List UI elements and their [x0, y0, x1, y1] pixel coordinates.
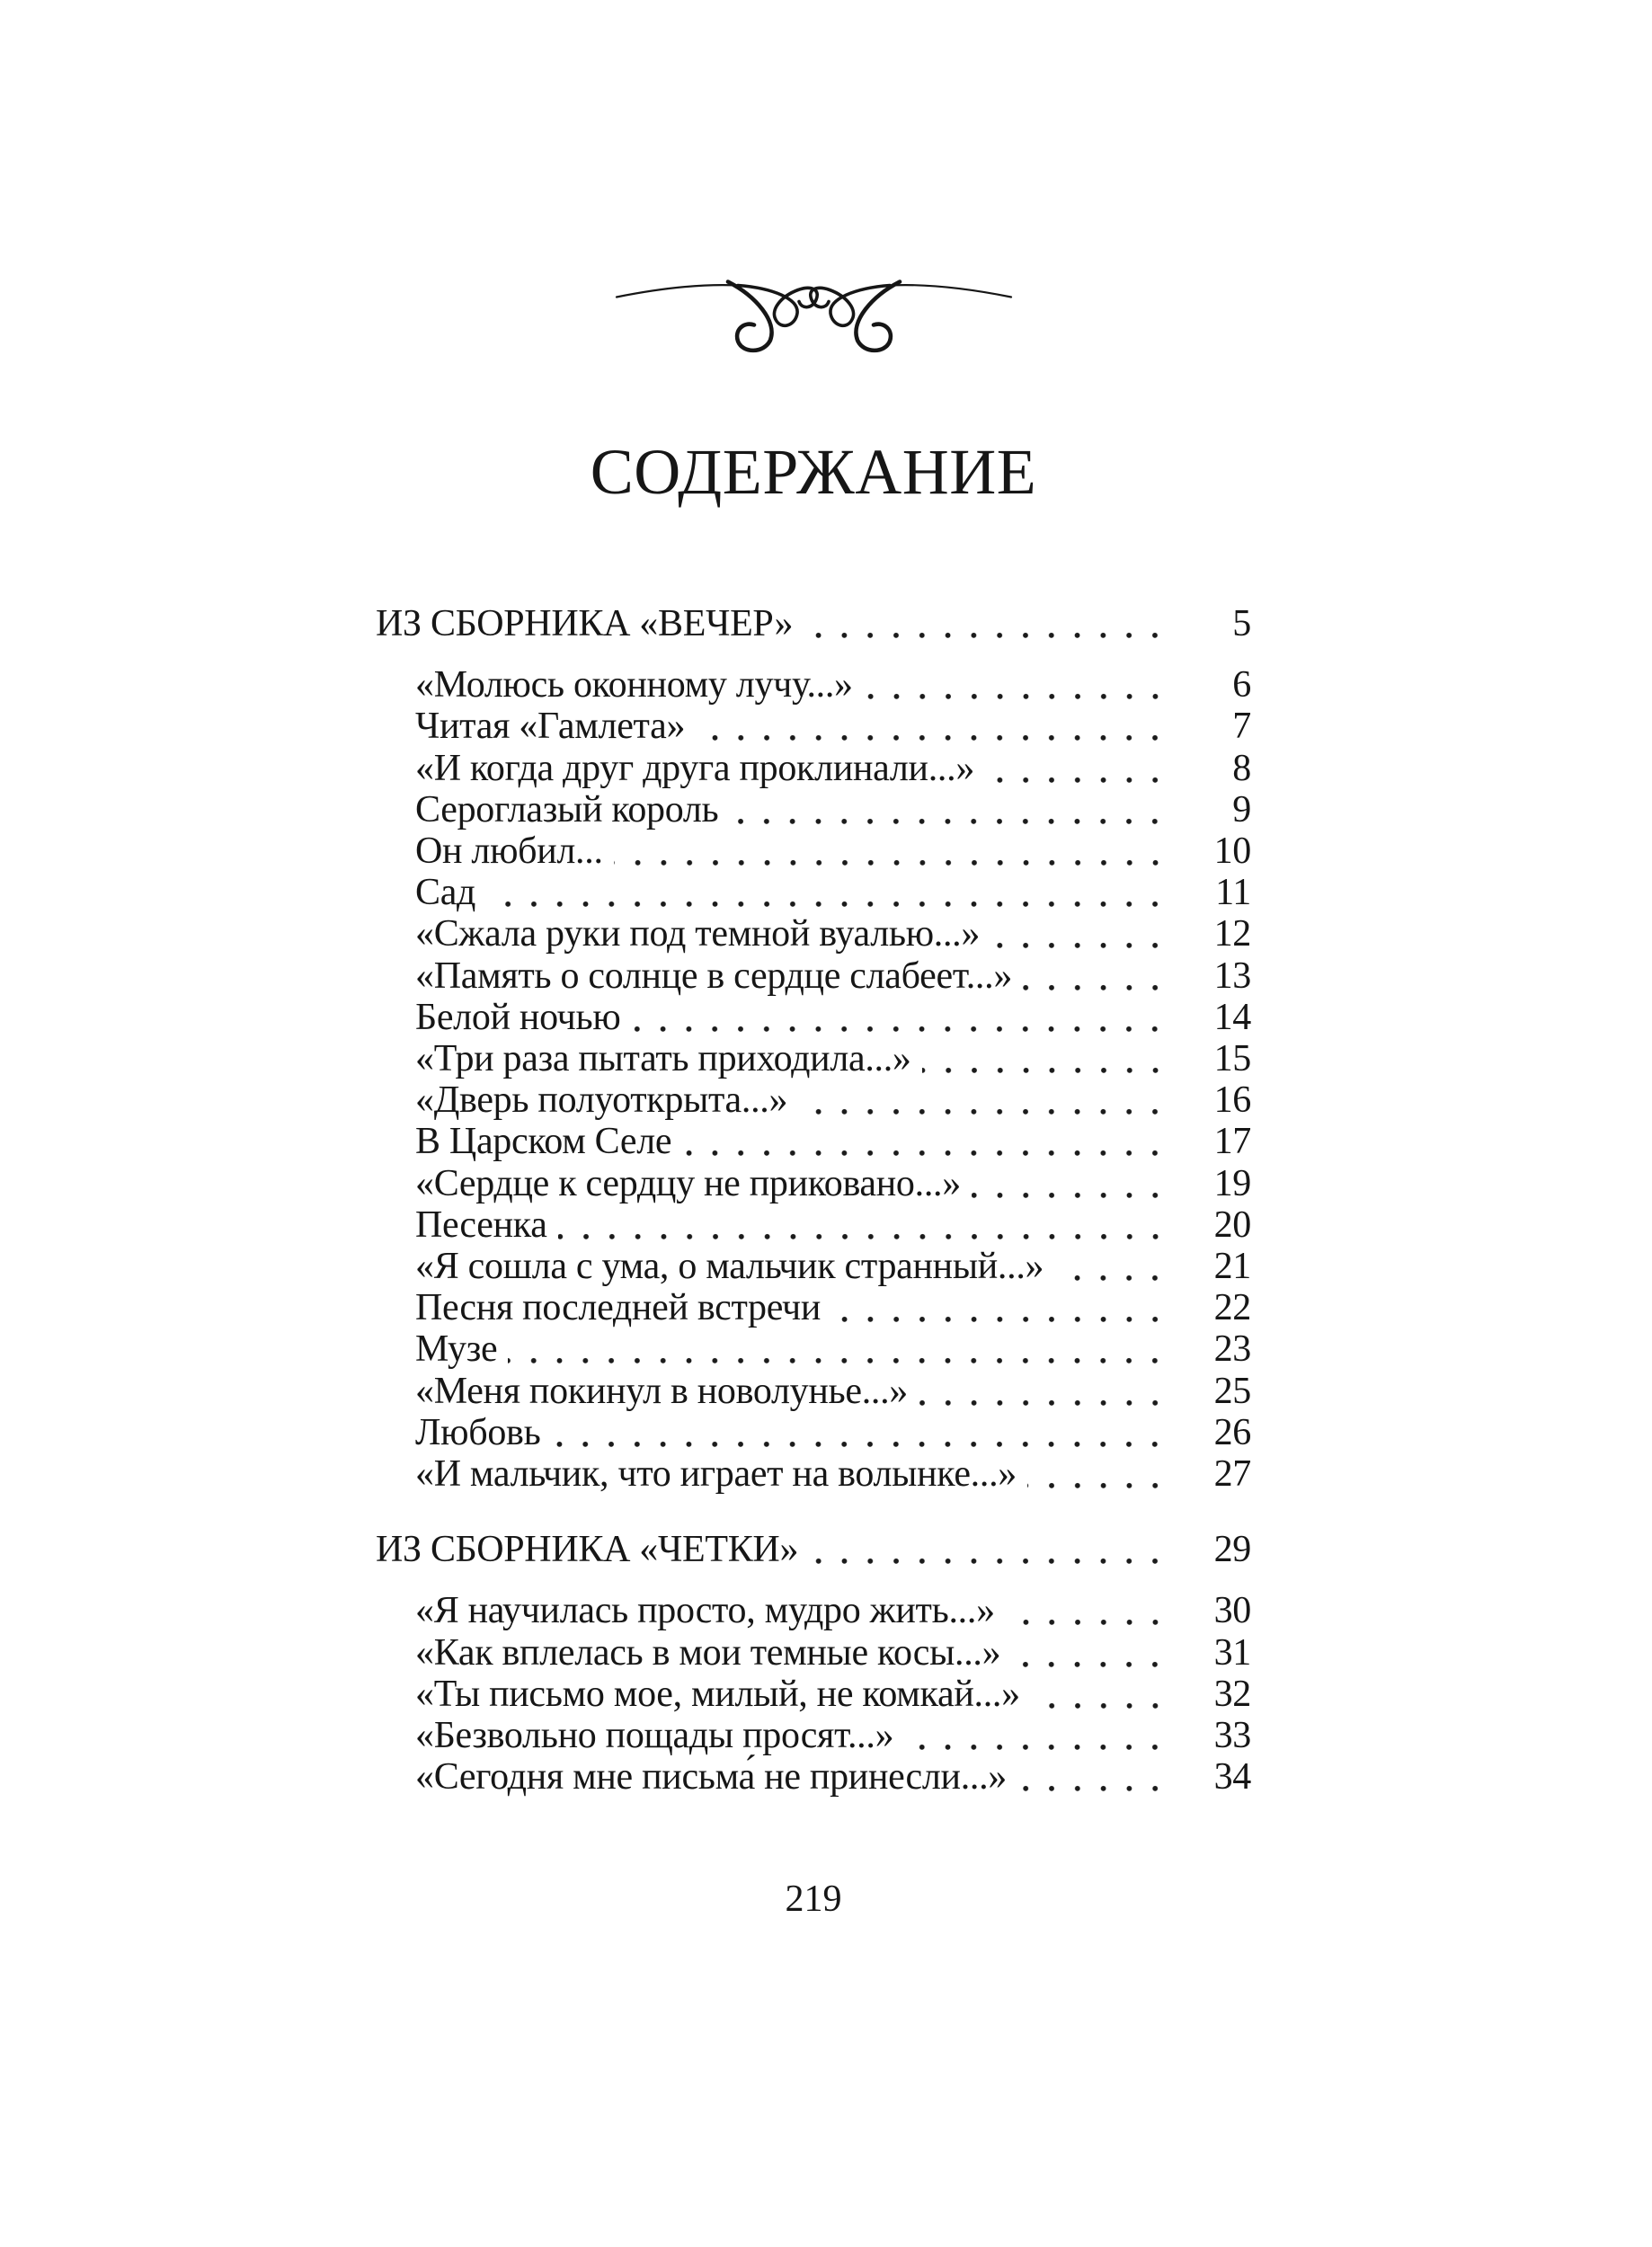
- dot-leader: [1027, 1453, 1177, 1495]
- toc-entry-page-number: 34: [1213, 1756, 1251, 1798]
- dot-leader: [551, 1412, 1177, 1453]
- toc-section-header: [376, 603, 1251, 644]
- toc-entry: [376, 789, 1251, 830]
- toc-entry-title: «Сжала руки под темной вуалью...»: [415, 913, 981, 955]
- toc-entry-page-number: 27: [1213, 1453, 1251, 1496]
- toc-entry-title: Он любил...: [415, 830, 603, 873]
- toc-entry-page-number: 14: [1213, 996, 1251, 1038]
- dot-leader: [1017, 1756, 1177, 1798]
- toc-section: [376, 1529, 1251, 1798]
- toc-entry-page-number: 6: [1232, 664, 1251, 706]
- toc-entry-title: «Три раза пытать приходила...»: [415, 1038, 911, 1080]
- toc-entry-page-number: 31: [1213, 1631, 1251, 1674]
- toc-entry-title: Читая «Гамлета»: [415, 706, 686, 748]
- toc-entry: [376, 830, 1251, 872]
- toc-entry: [376, 748, 1251, 789]
- toc-entry-page-number: 22: [1213, 1287, 1251, 1329]
- table-of-contents: [376, 603, 1251, 1798]
- toc-entry-page-number: 5: [1232, 603, 1251, 644]
- toc-entry-page-number: 16: [1213, 1079, 1251, 1122]
- toc-entry: [376, 1163, 1251, 1204]
- toc-entry-page-number: 15: [1213, 1038, 1251, 1080]
- toc-entry-page-number: 29: [1213, 1529, 1251, 1571]
- toc-entry-page-number: 12: [1213, 913, 1251, 955]
- dot-leader: [1054, 1246, 1177, 1287]
- toc-entry-page-number: 11: [1215, 872, 1251, 914]
- toc-entry-title: «Меня покинул в новолунье...»: [415, 1370, 909, 1412]
- toc-entry-title: «Сердце к сердцу не приковано...»: [415, 1162, 961, 1204]
- toc-entry: [376, 1204, 1251, 1246]
- toc-entry-page-number: 17: [1213, 1121, 1251, 1163]
- toc-entry: [376, 1246, 1251, 1287]
- toc-entry-title: «И мальчик, что играет на волынке...»: [415, 1453, 1017, 1496]
- dot-leader: [1031, 1674, 1177, 1715]
- toc-entry-title: «Безвольно пощады просят...»: [415, 1715, 894, 1757]
- dot-leader: [682, 1121, 1177, 1162]
- toc-entry-title: Песня последней встречи: [415, 1287, 822, 1329]
- toc-entry: [376, 1328, 1251, 1370]
- dot-leader: [904, 1715, 1177, 1756]
- toc-entry-title: «Как вплелась в мои темные косы...»: [415, 1631, 1001, 1674]
- toc-entry: [376, 1412, 1251, 1453]
- toc-entry-page-number: 19: [1213, 1162, 1251, 1204]
- flourish-ornament: [614, 253, 1014, 353]
- dot-leader: [729, 789, 1177, 830]
- toc-entry: [376, 1756, 1251, 1798]
- dot-leader: [798, 1079, 1177, 1121]
- toc-entry-title: В Царском Селе: [415, 1121, 672, 1163]
- dot-leader: [696, 706, 1177, 747]
- toc-entry: [376, 1674, 1251, 1715]
- toc-entry-title: «Я сошла с ума, о мальчик странный...»: [415, 1246, 1044, 1288]
- toc-entry-page-number: 13: [1213, 955, 1251, 997]
- dot-leader: [508, 1328, 1177, 1370]
- toc-entry: [376, 706, 1251, 747]
- toc-entry: [376, 1715, 1251, 1756]
- toc-section-header: [376, 1529, 1251, 1570]
- toc-entry-title: Песенка: [415, 1203, 547, 1246]
- toc-entry-page-number: 26: [1213, 1411, 1251, 1453]
- dot-leader: [614, 830, 1177, 872]
- toc-section-title: ИЗ СБОРНИКА «ВЕЧЕР»: [376, 603, 794, 644]
- dot-leader: [631, 997, 1177, 1038]
- toc-entry-title: «Ты письмо мое, милый, не комкай...»: [415, 1673, 1020, 1715]
- toc-entry-title: Белой ночью: [415, 996, 621, 1038]
- toc-entry-page-number: 33: [1213, 1715, 1251, 1757]
- dot-leader: [486, 872, 1177, 913]
- toc-entry-page-number: 9: [1232, 788, 1251, 830]
- toc-entry-page-number: 23: [1213, 1328, 1251, 1371]
- toc-entry: [376, 1590, 1251, 1631]
- toc-entry-page-number: 10: [1213, 830, 1251, 873]
- page-number: 219: [785, 1878, 842, 1920]
- toc-entry: [376, 913, 1251, 955]
- dot-leader: [809, 1529, 1177, 1570]
- toc-entry-title: Сад: [415, 872, 476, 914]
- toc-entry-title: Сероглазый король: [415, 788, 719, 830]
- dot-leader: [990, 913, 1177, 955]
- toc-entry: [376, 664, 1251, 706]
- toc-entry: [376, 1371, 1251, 1412]
- dot-leader: [1023, 955, 1177, 997]
- dot-leader: [919, 1371, 1177, 1412]
- toc-entry-title: «Молюсь оконному лучу...»: [415, 664, 853, 706]
- toc-section-title: ИЗ СБОРНИКА «ЧЕТКИ»: [376, 1529, 799, 1571]
- toc-entry-title: «Я научилась просто, мудро жить...»: [415, 1590, 995, 1632]
- toc-entry: [376, 997, 1251, 1038]
- dot-leader: [558, 1204, 1177, 1246]
- toc-entry: [376, 872, 1251, 913]
- toc-entry-title: «Память о солнце в сердце слабеет...»: [415, 955, 1013, 997]
- dot-leader: [985, 748, 1177, 789]
- toc-section: [376, 603, 1251, 1495]
- dot-leader: [922, 1038, 1177, 1079]
- dot-leader: [864, 664, 1177, 706]
- dot-leader: [972, 1163, 1177, 1204]
- toc-entry: [376, 1287, 1251, 1328]
- toc-entry-page-number: 32: [1213, 1673, 1251, 1715]
- toc-entry-page-number: 21: [1213, 1246, 1251, 1288]
- toc-entry: [376, 1079, 1251, 1121]
- page-title: СОДЕРЖАНИЕ: [590, 436, 1037, 508]
- toc-entry: [376, 1632, 1251, 1674]
- toc-entry-page-number: 25: [1213, 1370, 1251, 1412]
- dot-leader: [1011, 1632, 1177, 1674]
- toc-entry-title: Музе: [415, 1328, 498, 1371]
- dot-leader: [804, 603, 1177, 644]
- toc-entry: [376, 955, 1251, 997]
- toc-entry-page-number: 8: [1232, 747, 1251, 789]
- toc-entry: [376, 1121, 1251, 1162]
- toc-entry: [376, 1038, 1251, 1079]
- toc-entry-title: «И когда друг друга проклинали...»: [415, 747, 975, 789]
- toc-entry-title: «Сегодня мне письма́ не принесли...»: [415, 1756, 1007, 1798]
- dot-leader: [831, 1287, 1177, 1328]
- dot-leader: [1006, 1590, 1177, 1631]
- toc-entry-page-number: 7: [1232, 706, 1251, 748]
- toc-entry-title: Любовь: [415, 1411, 541, 1453]
- toc-entry-title: «Дверь полуоткрыта...»: [415, 1079, 788, 1122]
- toc-entry: [376, 1453, 1251, 1495]
- toc-entry-page-number: 20: [1213, 1203, 1251, 1246]
- toc-entry-page-number: 30: [1213, 1590, 1251, 1632]
